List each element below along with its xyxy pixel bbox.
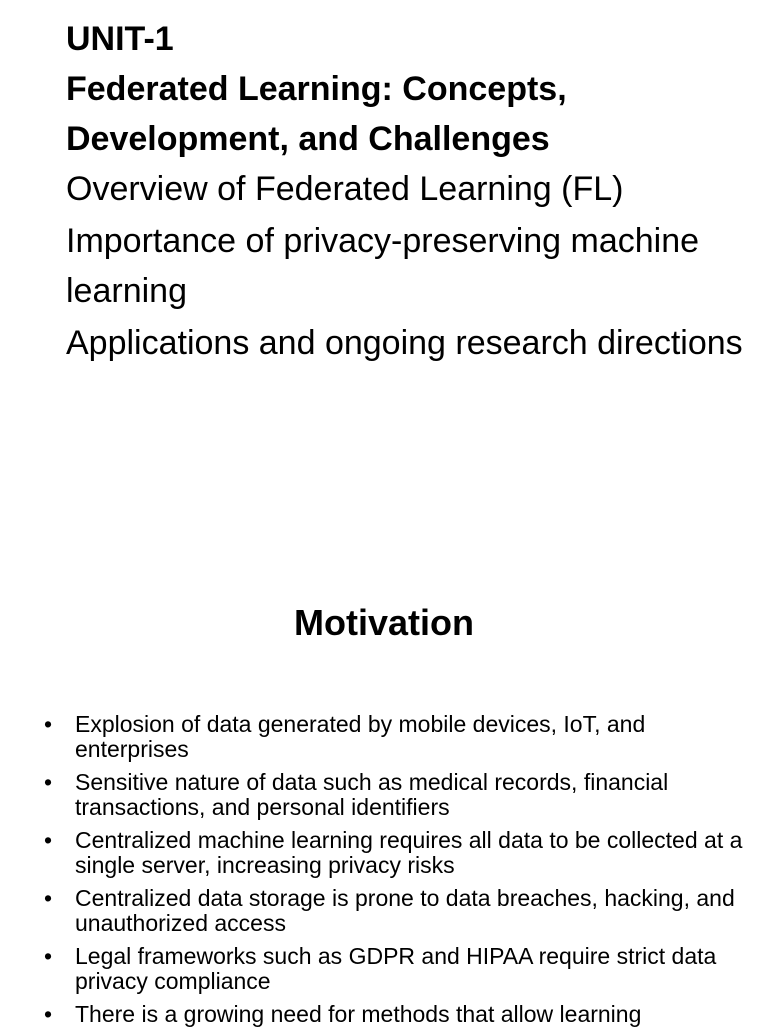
title-slide <box>66 18 756 370</box>
topic-list <box>66 164 756 368</box>
topic-item: Overview of Federated Learning (FL) <box>66 170 624 208</box>
slide-title-line-1: Federated Learning: Concepts, <box>66 70 567 108</box>
bullet-dot-icon: • <box>44 1001 53 1027</box>
bullet-item <box>44 944 744 994</box>
slide-title-line-2: Development, and Challenges <box>66 120 550 158</box>
bullet-text: There is a growing need for methods that allow learning <box>75 1001 642 1027</box>
unit-label: UNIT-1 <box>66 20 174 58</box>
bullet-item <box>44 886 744 936</box>
bullet-text: Centralized data storage is prone to data breaches, hacking, and unauthorized access <box>75 885 735 936</box>
bullet-item <box>44 712 744 762</box>
topic-item: Importance of privacy-preserving machine learning <box>66 222 700 310</box>
topic-item: Applications and ongoing research directions <box>66 324 743 362</box>
motivation-heading: Motivation <box>294 602 474 643</box>
slide-title <box>66 64 756 164</box>
bullet-item <box>44 770 744 820</box>
bullet-text: Legal frameworks such as GDPR and HIPAA require strict data privacy compliance <box>75 943 717 994</box>
bullet-dot-icon: • <box>44 769 53 795</box>
bullet-dot-icon: • <box>44 885 53 911</box>
bullet-dot-icon: • <box>44 711 53 737</box>
motivation-bullet-list <box>44 712 744 1035</box>
bullet-item <box>44 1002 744 1027</box>
bullet-text: Sensitive nature of data such as medical records, financial transactions, and personal identifiers <box>75 769 669 820</box>
bullet-text: Centralized machine learning requires all data to be collected at a single server, increasing privacy risks <box>75 827 743 878</box>
bullet-dot-icon: • <box>44 943 53 969</box>
bullet-dot-icon: • <box>44 827 53 853</box>
bullet-item <box>44 828 744 878</box>
bullet-text: Explosion of data generated by mobile devices, IoT, and enterprises <box>75 711 646 762</box>
